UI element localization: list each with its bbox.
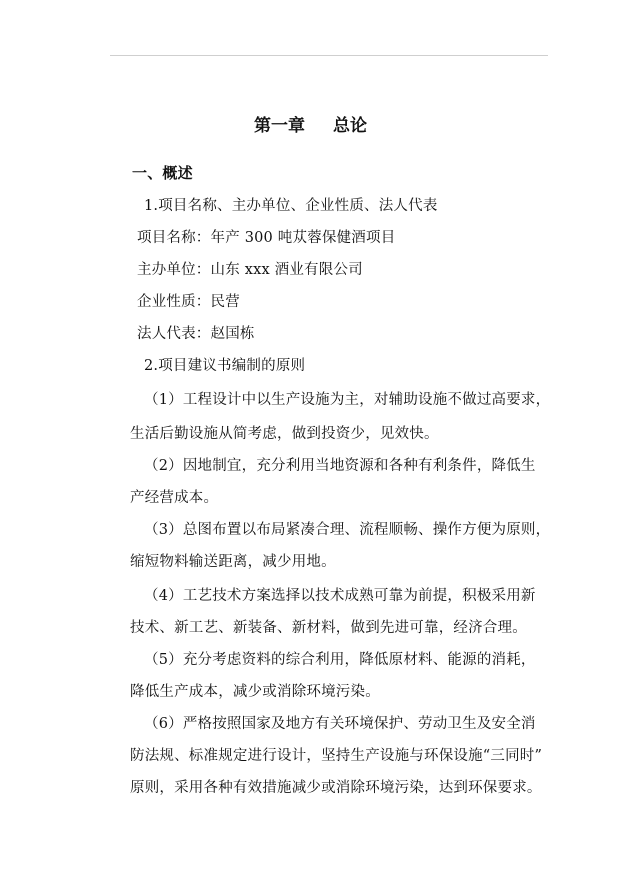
principle-6-line2: 防法规、标准规定进行设计，坚持生产设施与环保设施“三同时” (130, 748, 543, 764)
enterprise-nature-line: 企业性质：民营 (137, 294, 240, 310)
principle-4-line2: 技术、新工艺、新装备、新材料，做到先进可靠，经济合理。 (130, 620, 527, 636)
principle-4-line1: （4）工艺技术方案选择以技术成熟可靠为前提，积极采用新 (144, 588, 536, 604)
principle-2-line2: 产经营成本。 (130, 490, 219, 506)
chapter-name: 总论 (333, 116, 367, 136)
header-rule (110, 55, 548, 56)
organizer-line: 主办单位：山东 xxx 酒业有限公司 (137, 262, 363, 278)
principle-6-line3: 原则，采用各种有效措施减少或消除环境污染，达到环保要求。 (130, 780, 542, 796)
principle-3-line2: 缩短物料输送距离，减少用地。 (130, 554, 336, 570)
principle-3-line1: （3）总图布置以布局紧凑合理、流程顺畅、操作方便为原则， (144, 522, 551, 538)
principle-6-line1: （6）严格按照国家及地方有关环境保护、劳动卫生及安全消 (144, 716, 536, 732)
chapter-number: 第一章 (254, 116, 305, 136)
legal-rep-line: 法人代表：赵国栋 (137, 326, 255, 342)
principle-5-line2: 降低生产成本，减少或消除环境污染。 (130, 684, 380, 700)
section-heading: 一、概述 (132, 164, 193, 182)
principle-1-line2: 生活后勤设施从简考虑，做到投资少，见效快。 (130, 426, 439, 442)
principle-1-line1: （1）工程设计中以生产设施为主，对辅助设施不做过高要求， (144, 392, 551, 408)
project-name-line: 项目名称：年产 300 吨苁蓉保健酒项目 (137, 230, 396, 246)
item1-heading: 1.项目名称、主办单位、企业性质、法人代表 (144, 198, 438, 214)
principle-5-line1: （5）充分考虑资料的综合利用，降低原材料、能源的消耗， (144, 652, 536, 668)
item2-heading: 2.项目建议书编制的原则 (144, 358, 306, 374)
chapter-title (0, 115, 621, 137)
principle-2-line1: （2）因地制宜，充分利用当地资源和各种有利条件，降低生 (144, 458, 536, 474)
